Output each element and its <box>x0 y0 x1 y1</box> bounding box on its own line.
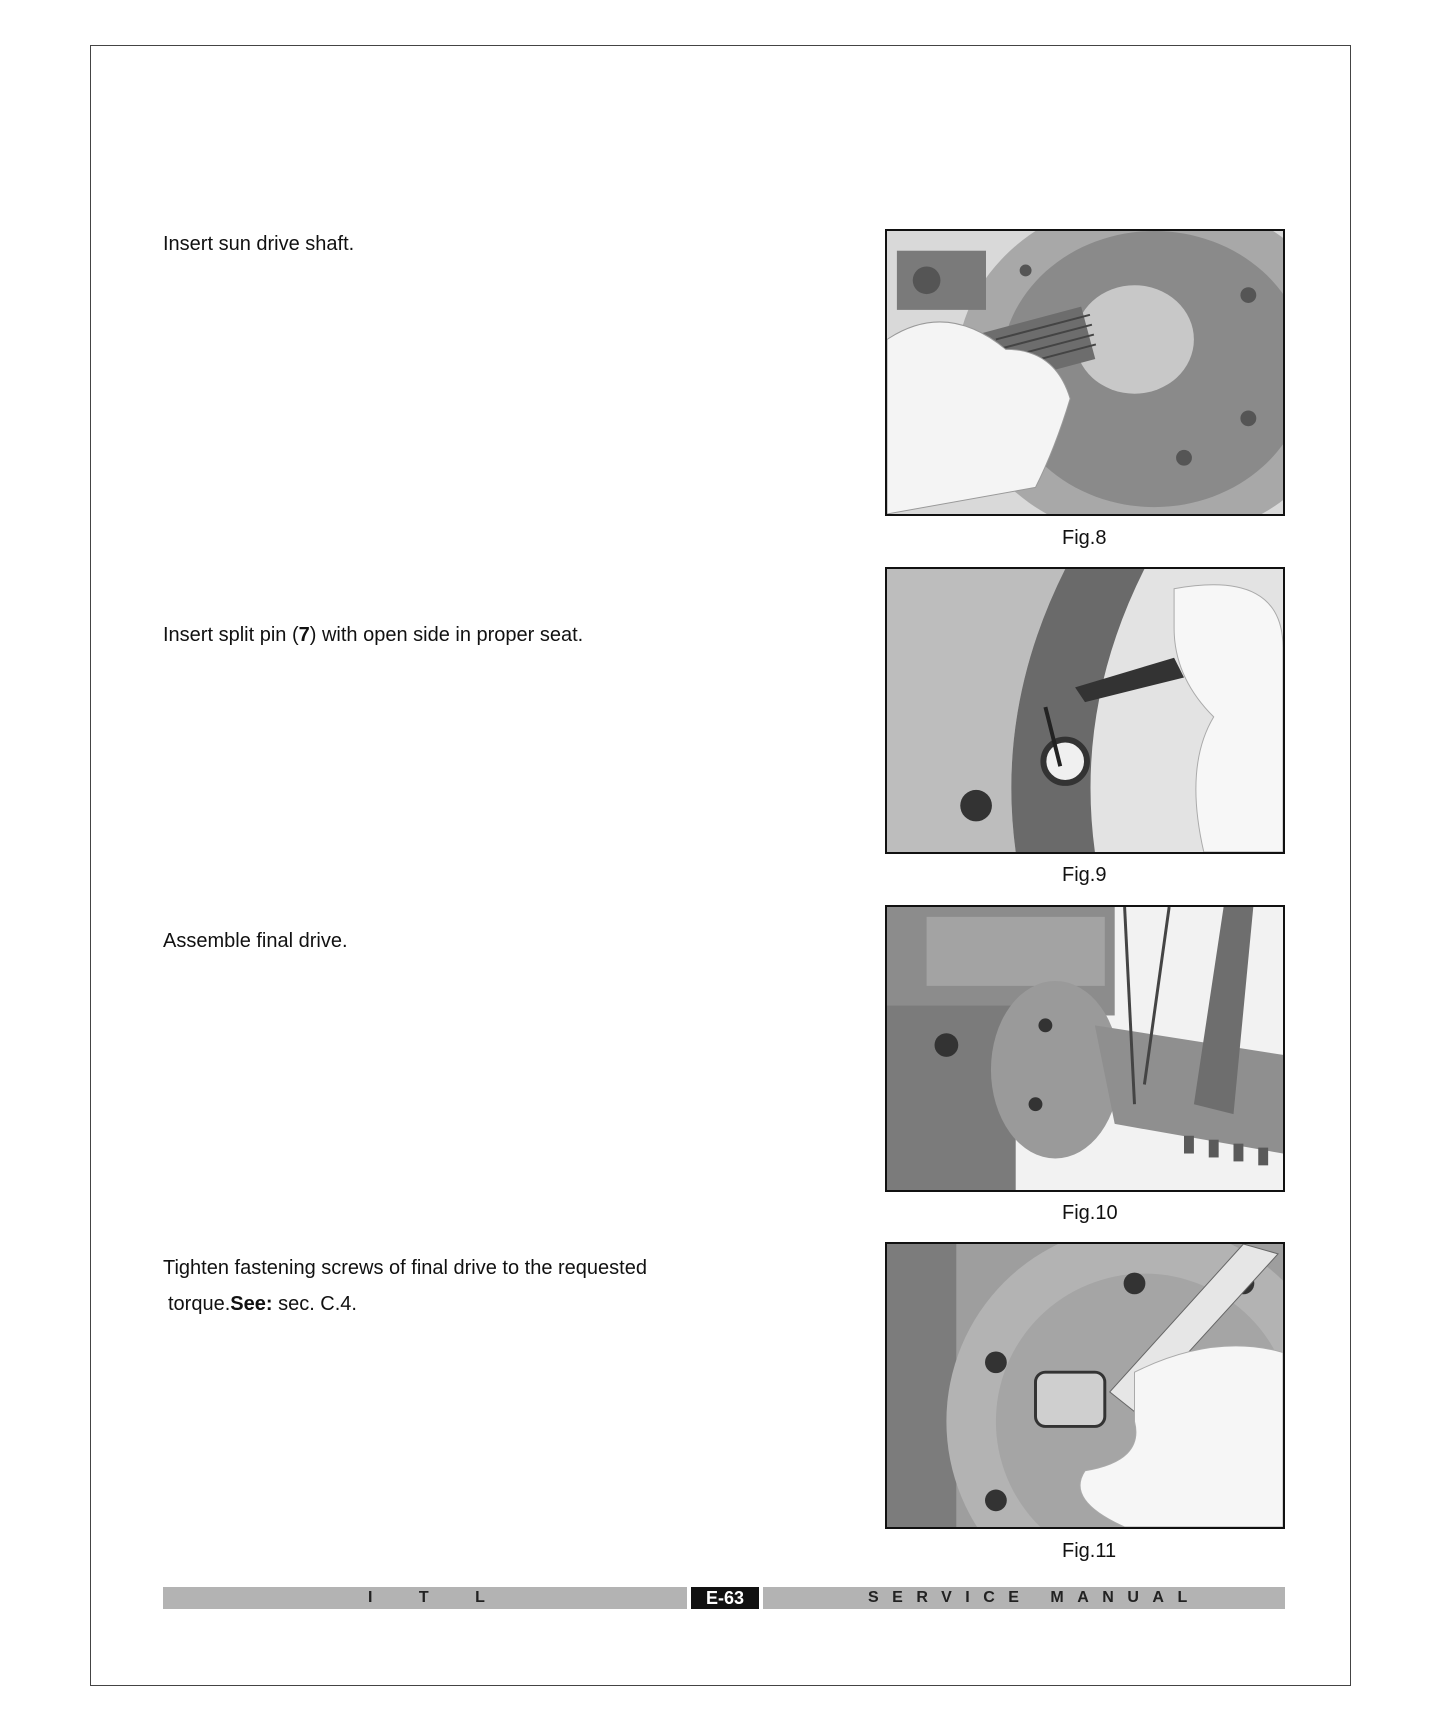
step-text: Insert sun drive shaft. <box>163 233 355 255</box>
step-text-after: ) with open side in proper seat. <box>309 624 584 646</box>
page-footer <box>163 1587 1285 1609</box>
part-reference: 7 <box>298 624 310 646</box>
footer-title: SERVICE MANUAL <box>868 1589 1201 1606</box>
section-reference: sec. C.4. <box>272 1293 357 1315</box>
step-text-before: Insert split pin ( <box>163 624 299 646</box>
figure-10-photo <box>885 905 1285 1192</box>
step-insert-split-pin <box>163 617 723 653</box>
figure-11-photo <box>885 1242 1285 1529</box>
step-assemble-final-drive <box>163 923 723 959</box>
see-label: See: <box>230 1293 273 1315</box>
figure-11-caption: Fig.11 <box>1062 1540 1117 1562</box>
step-text: Assemble final drive. <box>163 930 348 952</box>
figure-8-photo <box>885 229 1285 516</box>
page-number: E-63 <box>691 1587 759 1609</box>
footer-brand: I T L <box>368 1589 506 1606</box>
step-text-line1: Tighten fastening screws of final drive to the requested <box>163 1257 647 1279</box>
figure-10-caption: Fig.10 <box>1062 1202 1118 1224</box>
step-tighten-screws <box>163 1250 723 1322</box>
step-text-line2: torque.See: sec. C.4. <box>168 1293 357 1315</box>
figure-9-photo <box>885 567 1285 854</box>
figure-9-caption: Fig.9 <box>1062 864 1107 886</box>
figure-8-caption: Fig.8 <box>1062 527 1107 549</box>
step-insert-sun-drive-shaft <box>163 226 723 262</box>
